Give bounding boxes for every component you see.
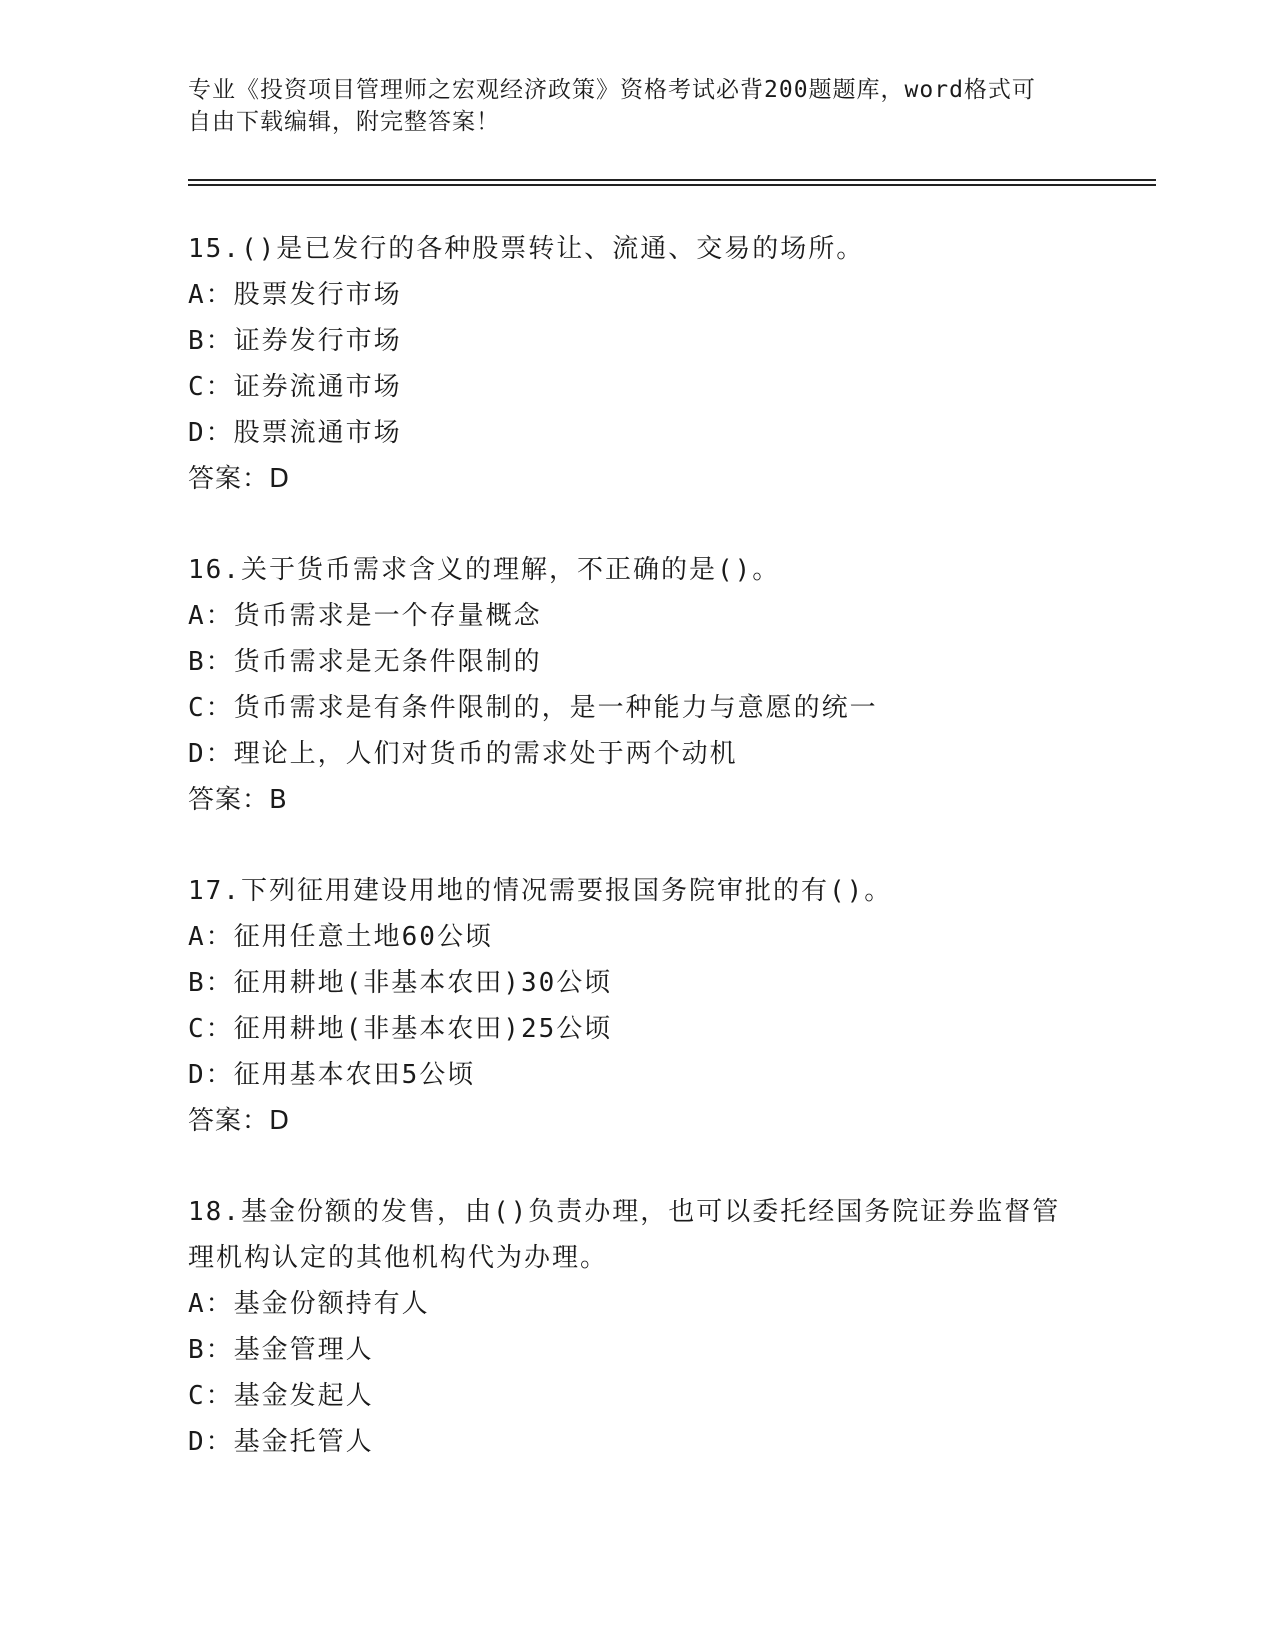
option-b: B：基金管理人 xyxy=(188,1335,374,1365)
option-c: C：征用耕地(非基本农田)25公顷 xyxy=(188,1014,613,1044)
option-a: A：货币需求是一个存量概念 xyxy=(188,601,542,631)
option-a: A：基金份额持有人 xyxy=(188,1289,430,1319)
question-17 xyxy=(188,868,1088,1144)
option-d: D：股票流通市场 xyxy=(188,418,402,448)
document-header xyxy=(188,74,1068,138)
option-a: A：征用任意土地60公顷 xyxy=(188,922,493,952)
header-divider-top xyxy=(188,179,1156,181)
question-16 xyxy=(188,547,1088,823)
question-18 xyxy=(188,1189,1088,1465)
question-stem: 15.()是已发行的各种股票转让、流通、交易的场所。 xyxy=(188,234,865,264)
question-stem: 17.下列征用建设用地的情况需要报国务院审批的有()。 xyxy=(188,876,893,906)
header-line-1: 专业《投资项目管理师之宏观经济政策》资格考试必背200题题库，word格式可 xyxy=(188,77,1036,103)
header-divider-bottom xyxy=(188,184,1156,186)
option-c: C：证券流通市场 xyxy=(188,372,402,402)
answer-line: 答案：D xyxy=(188,1106,291,1136)
question-15 xyxy=(188,226,1088,502)
option-b: B：货币需求是无条件限制的 xyxy=(188,647,542,677)
option-d: D：征用基本农田5公顷 xyxy=(188,1060,476,1090)
answer-line: 答案：D xyxy=(188,464,291,494)
question-stem-line-2: 理机构认定的其他机构代为办理。 xyxy=(188,1243,609,1273)
option-b: B：征用耕地(非基本农田)30公顷 xyxy=(188,968,613,998)
option-c: C：基金发起人 xyxy=(188,1381,374,1411)
option-d: D：基金托管人 xyxy=(188,1427,374,1457)
answer-line: 答案：B xyxy=(188,785,288,815)
option-a: A：股票发行市场 xyxy=(188,280,402,310)
question-stem-line-1: 18.基金份额的发售，由()负责办理，也可以委托经国务院证券监督管 xyxy=(188,1197,1061,1227)
header-line-2: 自由下载编辑，附完整答案！ xyxy=(188,109,500,135)
option-b: B：证券发行市场 xyxy=(188,326,402,356)
option-c: C：货币需求是有条件限制的，是一种能力与意愿的统一 xyxy=(188,693,878,723)
option-d: D：理论上，人们对货币的需求处于两个动机 xyxy=(188,739,738,769)
question-stem: 16.关于货币需求含义的理解，不正确的是()。 xyxy=(188,555,781,585)
